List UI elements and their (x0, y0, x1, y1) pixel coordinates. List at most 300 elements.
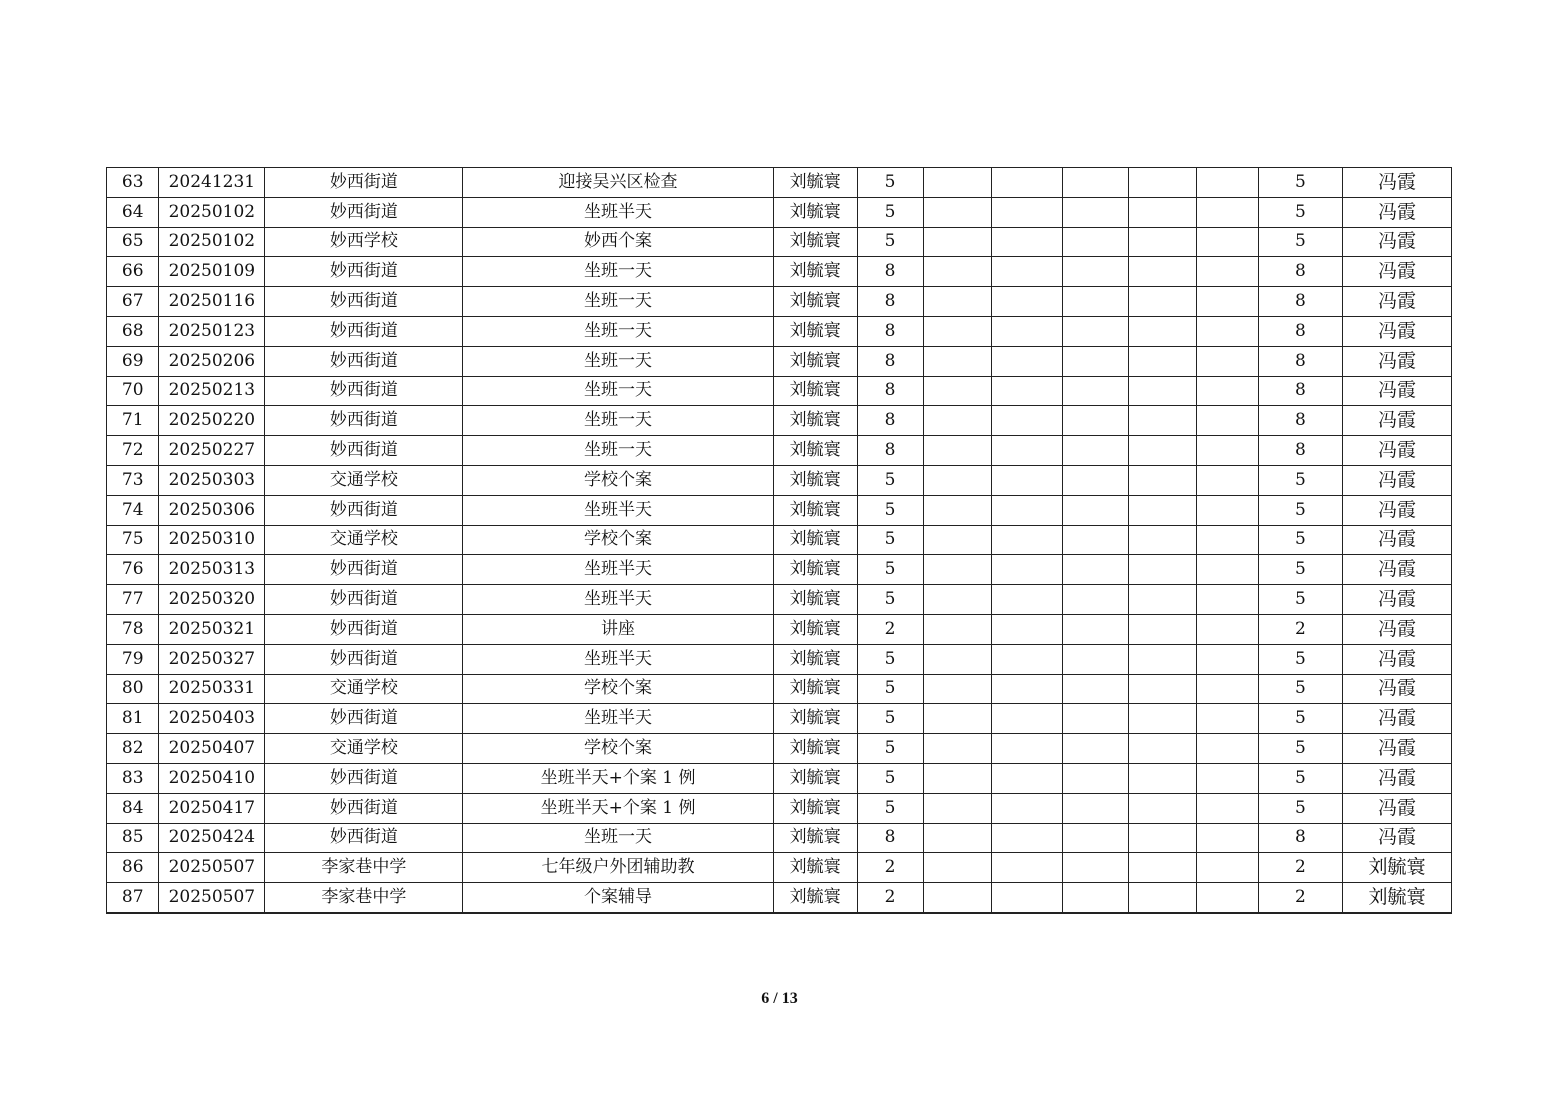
cell-blank-3 (1063, 197, 1129, 227)
cell-person: 刘毓寰 (773, 465, 857, 495)
cell-blank-1 (923, 197, 991, 227)
cell-date: 20250213 (159, 376, 265, 406)
cell-blank-5 (1197, 406, 1259, 436)
cell-person: 刘毓寰 (773, 644, 857, 674)
cell-reviewer: 冯霞 (1342, 614, 1451, 644)
records-table (106, 167, 1452, 914)
cell-index: 64 (107, 197, 159, 227)
cell-index: 65 (107, 227, 159, 257)
cell-blank-1 (923, 555, 991, 585)
cell-person: 刘毓寰 (773, 585, 857, 615)
cell-location: 妙西街道 (265, 257, 463, 287)
cell-date: 20250102 (159, 227, 265, 257)
cell-blank-5 (1197, 436, 1259, 466)
cell-activity: 坐班一天 (463, 346, 773, 376)
cell-blank-1 (923, 674, 991, 704)
cell-total-hours: 2 (1259, 883, 1343, 913)
table-row (107, 525, 1452, 555)
cell-total-hours: 5 (1259, 465, 1343, 495)
cell-date: 20250320 (159, 585, 265, 615)
cell-index: 63 (107, 168, 159, 198)
cell-activity: 坐班半天+个案 1 例 (463, 763, 773, 793)
cell-activity: 学校个案 (463, 734, 773, 764)
cell-date: 20250227 (159, 436, 265, 466)
table-row (107, 793, 1452, 823)
cell-date: 20250403 (159, 704, 265, 734)
cell-index: 66 (107, 257, 159, 287)
table-row (107, 644, 1452, 674)
cell-blank-1 (923, 614, 991, 644)
cell-total-hours: 8 (1259, 823, 1343, 853)
cell-reviewer: 冯霞 (1342, 525, 1451, 555)
cell-total-hours: 8 (1259, 316, 1343, 346)
cell-index: 81 (107, 704, 159, 734)
cell-location: 妙西街道 (265, 495, 463, 525)
cell-blank-4 (1129, 287, 1197, 317)
cell-date: 20250424 (159, 823, 265, 853)
cell-date: 20250306 (159, 495, 265, 525)
cell-person: 刘毓寰 (773, 406, 857, 436)
cell-location: 妙西街道 (265, 614, 463, 644)
cell-total-hours: 5 (1259, 227, 1343, 257)
cell-blank-5 (1197, 853, 1259, 883)
cell-blank-1 (923, 495, 991, 525)
cell-location: 交通学校 (265, 525, 463, 555)
cell-location: 妙西街道 (265, 555, 463, 585)
table-row (107, 227, 1452, 257)
cell-blank-3 (1063, 614, 1129, 644)
cell-blank-1 (923, 406, 991, 436)
cell-blank-4 (1129, 376, 1197, 406)
cell-hours: 5 (857, 197, 923, 227)
cell-location: 妙西街道 (265, 406, 463, 436)
cell-index: 82 (107, 734, 159, 764)
cell-person: 刘毓寰 (773, 316, 857, 346)
cell-blank-1 (923, 644, 991, 674)
cell-person: 刘毓寰 (773, 197, 857, 227)
cell-blank-2 (991, 287, 1062, 317)
cell-blank-3 (1063, 793, 1129, 823)
table-row (107, 346, 1452, 376)
cell-blank-5 (1197, 823, 1259, 853)
cell-index: 70 (107, 376, 159, 406)
cell-total-hours: 5 (1259, 197, 1343, 227)
cell-activity: 个案辅导 (463, 883, 773, 913)
cell-blank-2 (991, 406, 1062, 436)
cell-activity: 七年级户外团辅助教 (463, 853, 773, 883)
cell-date: 20250327 (159, 644, 265, 674)
cell-person: 刘毓寰 (773, 614, 857, 644)
cell-total-hours: 5 (1259, 495, 1343, 525)
cell-blank-5 (1197, 376, 1259, 406)
cell-blank-3 (1063, 257, 1129, 287)
cell-index: 76 (107, 555, 159, 585)
cell-blank-1 (923, 585, 991, 615)
cell-date: 20250102 (159, 197, 265, 227)
cell-location: 妙西街道 (265, 197, 463, 227)
cell-person: 刘毓寰 (773, 883, 857, 913)
cell-total-hours: 5 (1259, 168, 1343, 198)
cell-blank-2 (991, 823, 1062, 853)
cell-activity: 坐班半天 (463, 555, 773, 585)
cell-total-hours: 5 (1259, 734, 1343, 764)
cell-activity: 妙西个案 (463, 227, 773, 257)
cell-location: 交通学校 (265, 465, 463, 495)
table-row (107, 287, 1452, 317)
cell-hours: 8 (857, 436, 923, 466)
cell-date: 20250303 (159, 465, 265, 495)
cell-reviewer: 冯霞 (1342, 763, 1451, 793)
cell-total-hours: 5 (1259, 585, 1343, 615)
table-row (107, 495, 1452, 525)
cell-reviewer: 冯霞 (1342, 823, 1451, 853)
cell-blank-5 (1197, 555, 1259, 585)
table-row (107, 704, 1452, 734)
cell-person: 刘毓寰 (773, 257, 857, 287)
cell-blank-4 (1129, 585, 1197, 615)
cell-location: 妙西街道 (265, 346, 463, 376)
cell-blank-4 (1129, 793, 1197, 823)
cell-blank-5 (1197, 168, 1259, 198)
cell-blank-2 (991, 555, 1062, 585)
cell-blank-4 (1129, 644, 1197, 674)
cell-person: 刘毓寰 (773, 287, 857, 317)
cell-reviewer: 冯霞 (1342, 406, 1451, 436)
cell-blank-4 (1129, 346, 1197, 376)
cell-blank-2 (991, 376, 1062, 406)
cell-total-hours: 8 (1259, 376, 1343, 406)
cell-total-hours: 5 (1259, 555, 1343, 585)
cell-activity: 坐班半天 (463, 495, 773, 525)
cell-activity: 坐班半天 (463, 585, 773, 615)
cell-index: 68 (107, 316, 159, 346)
cell-blank-3 (1063, 763, 1129, 793)
table-row (107, 316, 1452, 346)
table-row (107, 585, 1452, 615)
cell-blank-4 (1129, 734, 1197, 764)
cell-reviewer: 冯霞 (1342, 734, 1451, 764)
cell-blank-1 (923, 465, 991, 495)
cell-blank-3 (1063, 704, 1129, 734)
cell-blank-1 (923, 316, 991, 346)
cell-total-hours: 5 (1259, 674, 1343, 704)
cell-reviewer: 冯霞 (1342, 376, 1451, 406)
cell-blank-4 (1129, 495, 1197, 525)
cell-blank-5 (1197, 614, 1259, 644)
cell-total-hours: 5 (1259, 704, 1343, 734)
cell-blank-2 (991, 168, 1062, 198)
cell-date: 20241231 (159, 168, 265, 198)
cell-hours: 8 (857, 316, 923, 346)
cell-location: 妙西街道 (265, 823, 463, 853)
cell-blank-4 (1129, 763, 1197, 793)
cell-activity: 坐班一天 (463, 376, 773, 406)
cell-hours: 2 (857, 853, 923, 883)
cell-blank-4 (1129, 257, 1197, 287)
cell-blank-2 (991, 853, 1062, 883)
cell-index: 84 (107, 793, 159, 823)
cell-location: 妙西街道 (265, 436, 463, 466)
cell-location: 妙西街道 (265, 763, 463, 793)
cell-hours: 8 (857, 376, 923, 406)
cell-total-hours: 2 (1259, 853, 1343, 883)
cell-blank-3 (1063, 465, 1129, 495)
cell-reviewer: 冯霞 (1342, 436, 1451, 466)
cell-person: 刘毓寰 (773, 227, 857, 257)
cell-person: 刘毓寰 (773, 495, 857, 525)
cell-blank-5 (1197, 763, 1259, 793)
cell-reviewer: 冯霞 (1342, 316, 1451, 346)
cell-blank-2 (991, 316, 1062, 346)
table-row (107, 436, 1452, 466)
cell-blank-5 (1197, 525, 1259, 555)
cell-blank-3 (1063, 406, 1129, 436)
cell-date: 20250310 (159, 525, 265, 555)
cell-location: 妙西街道 (265, 168, 463, 198)
cell-activity: 坐班一天 (463, 823, 773, 853)
cell-date: 20250507 (159, 853, 265, 883)
cell-blank-1 (923, 883, 991, 913)
cell-blank-5 (1197, 734, 1259, 764)
cell-blank-5 (1197, 644, 1259, 674)
cell-blank-4 (1129, 465, 1197, 495)
cell-blank-2 (991, 883, 1062, 913)
cell-blank-2 (991, 644, 1062, 674)
cell-date: 20250123 (159, 316, 265, 346)
cell-reviewer: 冯霞 (1342, 674, 1451, 704)
cell-blank-3 (1063, 316, 1129, 346)
cell-blank-2 (991, 674, 1062, 704)
cell-hours: 5 (857, 793, 923, 823)
cell-hours: 8 (857, 406, 923, 436)
cell-index: 74 (107, 495, 159, 525)
cell-activity: 坐班半天 (463, 644, 773, 674)
cell-blank-1 (923, 436, 991, 466)
cell-blank-3 (1063, 227, 1129, 257)
cell-date: 20250331 (159, 674, 265, 704)
cell-activity: 坐班一天 (463, 287, 773, 317)
cell-hours: 2 (857, 883, 923, 913)
cell-index: 75 (107, 525, 159, 555)
cell-index: 71 (107, 406, 159, 436)
cell-hours: 5 (857, 585, 923, 615)
cell-total-hours: 8 (1259, 406, 1343, 436)
cell-blank-3 (1063, 883, 1129, 913)
cell-date: 20250206 (159, 346, 265, 376)
cell-blank-1 (923, 704, 991, 734)
cell-blank-5 (1197, 674, 1259, 704)
cell-blank-5 (1197, 227, 1259, 257)
cell-reviewer: 冯霞 (1342, 197, 1451, 227)
cell-total-hours: 5 (1259, 793, 1343, 823)
cell-index: 77 (107, 585, 159, 615)
cell-location: 妙西街道 (265, 704, 463, 734)
cell-blank-2 (991, 465, 1062, 495)
cell-blank-2 (991, 704, 1062, 734)
cell-date: 20250116 (159, 287, 265, 317)
cell-person: 刘毓寰 (773, 704, 857, 734)
cell-date: 20250321 (159, 614, 265, 644)
cell-blank-3 (1063, 823, 1129, 853)
cell-hours: 8 (857, 257, 923, 287)
cell-blank-3 (1063, 644, 1129, 674)
cell-reviewer: 刘毓寰 (1342, 853, 1451, 883)
cell-index: 78 (107, 614, 159, 644)
cell-blank-5 (1197, 883, 1259, 913)
cell-total-hours: 2 (1259, 614, 1343, 644)
cell-hours: 5 (857, 644, 923, 674)
cell-blank-4 (1129, 436, 1197, 466)
cell-blank-3 (1063, 525, 1129, 555)
cell-activity: 坐班一天 (463, 257, 773, 287)
cell-location: 妙西街道 (265, 376, 463, 406)
cell-location: 交通学校 (265, 674, 463, 704)
table-row (107, 168, 1452, 198)
cell-blank-4 (1129, 883, 1197, 913)
cell-total-hours: 8 (1259, 257, 1343, 287)
cell-blank-4 (1129, 853, 1197, 883)
cell-reviewer: 冯霞 (1342, 793, 1451, 823)
cell-blank-4 (1129, 525, 1197, 555)
cell-date: 20250220 (159, 406, 265, 436)
cell-activity: 学校个案 (463, 674, 773, 704)
cell-date: 20250109 (159, 257, 265, 287)
cell-hours: 5 (857, 168, 923, 198)
cell-location: 妙西街道 (265, 287, 463, 317)
cell-hours: 5 (857, 763, 923, 793)
cell-person: 刘毓寰 (773, 853, 857, 883)
cell-person: 刘毓寰 (773, 376, 857, 406)
cell-hours: 5 (857, 465, 923, 495)
cell-total-hours: 5 (1259, 525, 1343, 555)
cell-index: 79 (107, 644, 159, 674)
cell-blank-4 (1129, 555, 1197, 585)
cell-blank-2 (991, 436, 1062, 466)
cell-blank-3 (1063, 495, 1129, 525)
cell-blank-1 (923, 346, 991, 376)
cell-blank-4 (1129, 406, 1197, 436)
cell-hours: 5 (857, 674, 923, 704)
cell-activity: 坐班半天+个案 1 例 (463, 793, 773, 823)
cell-hours: 5 (857, 495, 923, 525)
cell-blank-2 (991, 257, 1062, 287)
cell-person: 刘毓寰 (773, 763, 857, 793)
cell-blank-1 (923, 763, 991, 793)
cell-blank-5 (1197, 465, 1259, 495)
cell-blank-2 (991, 793, 1062, 823)
cell-blank-3 (1063, 287, 1129, 317)
cell-index: 72 (107, 436, 159, 466)
cell-blank-4 (1129, 197, 1197, 227)
cell-blank-2 (991, 227, 1062, 257)
cell-blank-3 (1063, 436, 1129, 466)
cell-location: 李家巷中学 (265, 883, 463, 913)
cell-total-hours: 8 (1259, 436, 1343, 466)
cell-blank-3 (1063, 376, 1129, 406)
table-body (107, 168, 1452, 913)
cell-blank-2 (991, 614, 1062, 644)
cell-activity: 坐班一天 (463, 316, 773, 346)
cell-location: 妙西街道 (265, 316, 463, 346)
cell-location: 妙西学校 (265, 227, 463, 257)
cell-blank-3 (1063, 346, 1129, 376)
cell-blank-1 (923, 227, 991, 257)
cell-location: 李家巷中学 (265, 853, 463, 883)
cell-location: 妙西街道 (265, 644, 463, 674)
cell-activity: 迎接吴兴区检查 (463, 168, 773, 198)
cell-total-hours: 8 (1259, 346, 1343, 376)
table-row (107, 883, 1452, 913)
cell-date: 20250417 (159, 793, 265, 823)
cell-hours: 5 (857, 734, 923, 764)
table-row (107, 823, 1452, 853)
cell-activity: 坐班半天 (463, 704, 773, 734)
cell-blank-2 (991, 763, 1062, 793)
cell-blank-3 (1063, 168, 1129, 198)
cell-blank-1 (923, 793, 991, 823)
cell-hours: 5 (857, 525, 923, 555)
cell-activity: 坐班半天 (463, 197, 773, 227)
cell-reviewer: 冯霞 (1342, 227, 1451, 257)
cell-blank-5 (1197, 704, 1259, 734)
cell-blank-1 (923, 734, 991, 764)
cell-blank-1 (923, 853, 991, 883)
cell-reviewer: 冯霞 (1342, 346, 1451, 376)
cell-hours: 5 (857, 227, 923, 257)
table-row (107, 674, 1452, 704)
cell-location: 妙西街道 (265, 585, 463, 615)
table-row (107, 376, 1452, 406)
table-row (107, 763, 1452, 793)
cell-date: 20250507 (159, 883, 265, 913)
cell-blank-5 (1197, 257, 1259, 287)
cell-activity: 坐班一天 (463, 406, 773, 436)
cell-blank-2 (991, 197, 1062, 227)
cell-index: 67 (107, 287, 159, 317)
table-row (107, 257, 1452, 287)
cell-person: 刘毓寰 (773, 793, 857, 823)
cell-blank-1 (923, 168, 991, 198)
cell-blank-5 (1197, 585, 1259, 615)
cell-blank-4 (1129, 316, 1197, 346)
cell-hours: 5 (857, 704, 923, 734)
cell-blank-1 (923, 525, 991, 555)
cell-date: 20250407 (159, 734, 265, 764)
cell-reviewer: 冯霞 (1342, 287, 1451, 317)
cell-person: 刘毓寰 (773, 436, 857, 466)
table-row (107, 555, 1452, 585)
cell-activity: 学校个案 (463, 525, 773, 555)
cell-blank-5 (1197, 287, 1259, 317)
cell-hours: 8 (857, 287, 923, 317)
cell-reviewer: 冯霞 (1342, 168, 1451, 198)
cell-blank-5 (1197, 346, 1259, 376)
cell-blank-2 (991, 495, 1062, 525)
cell-person: 刘毓寰 (773, 823, 857, 853)
cell-index: 73 (107, 465, 159, 495)
cell-hours: 5 (857, 555, 923, 585)
cell-blank-1 (923, 376, 991, 406)
cell-blank-4 (1129, 614, 1197, 644)
cell-hours: 8 (857, 346, 923, 376)
cell-index: 86 (107, 853, 159, 883)
table-row (107, 197, 1452, 227)
cell-blank-3 (1063, 585, 1129, 615)
cell-blank-4 (1129, 168, 1197, 198)
cell-index: 80 (107, 674, 159, 704)
cell-total-hours: 8 (1259, 287, 1343, 317)
cell-person: 刘毓寰 (773, 168, 857, 198)
